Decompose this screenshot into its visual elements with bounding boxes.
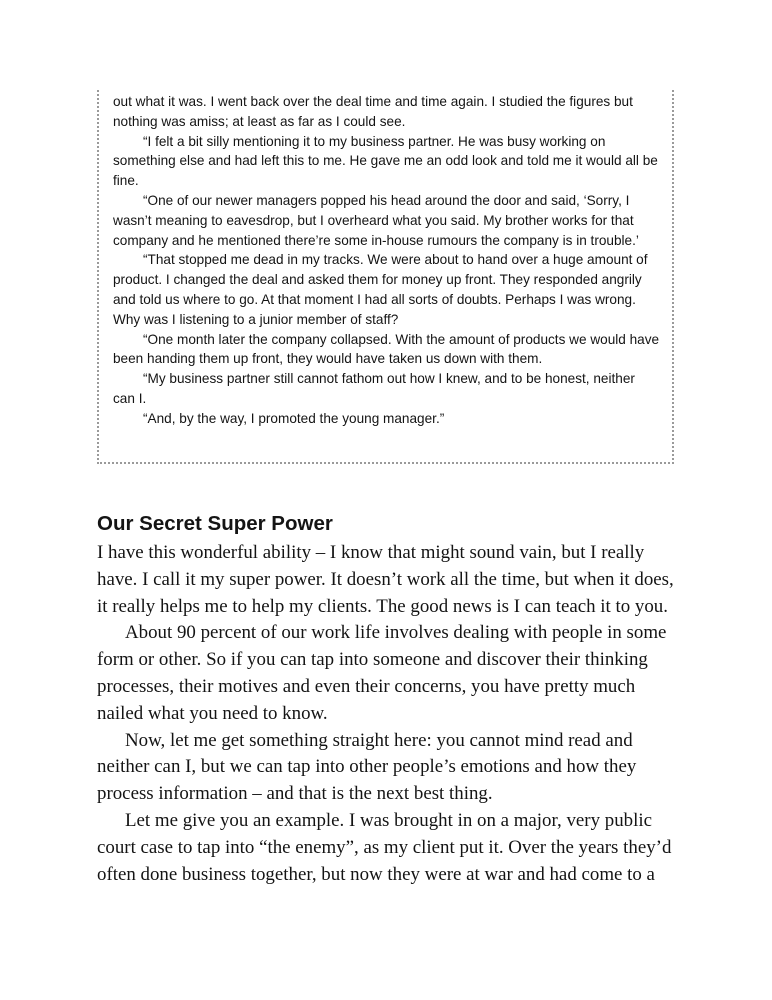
body-text [97,540,677,888]
sidebar-paragraph: “One month later the company collapsed. With the amount of products we would have been handing them up front, they would have taken us down with them. [113,331,660,367]
sidebar-paragraph: “And, by the way, I promoted the young manager.” [143,410,445,426]
body-paragraph: Let me give you an example. I was brought in on a major, very public court case to tap into “the enemy”, as my client put it. Over the years they’d often done business together, but now they were at war and had come to a [97,809,672,885]
sidebar-paragraph: “I felt a bit silly mentioning it to my business partner. He was busy working on something else and had left this to me. He gave me an odd look and told me it would all be fine. [113,133,658,189]
body-paragraph: About 90 percent of our work life involves dealing with people in some form or other. So if you can tap into someone and discover their thinking processes, their motives and even their concerns, you have pretty much nailed what you need to know. [97,622,667,724]
body-paragraph: I have this wonderful ability – I know that might sound vain, but I really have. I call it my super power. It doesn’t work all the time, but when it does, it really helps me to help my clients. The good news is I can teach it to you. [97,542,674,617]
sidebar-paragraph: “My business partner still cannot fathom out how I knew, and to be honest, neither can I. [113,371,635,406]
sidebar-paragraph: “One of our newer managers popped his head around the door and said, ‘Sorry, I wasn’t meaning to eavesdrop, but I overheard what you said. My brother works for that company and he mentioned there’re some in-house rumours the company is in trouble.’ [113,192,639,248]
sidebar-paragraph: out what it was. I went back over the deal time and time again. I studied the figures but nothing was amiss; at least as far as I could see. [113,94,633,129]
sidebar-paragraph: “That stopped me dead in my tracks. We were about to hand over a huge amount of product. I changed the deal and asked them for money up front. They responded angrily and told us where to go. At that moment I had all sorts of doubts. Perhaps I was wrong. Why was I listening to a junior member of staff? [113,252,648,327]
quote-sidebar-box [97,90,674,464]
section-heading: Our Secret Super Power [97,512,333,535]
body-paragraph: Now, let me get something straight here: you cannot mind read and neither can I, but we can tap into other people’s emotions and how they process information – and that is the next best thing. [97,729,637,805]
